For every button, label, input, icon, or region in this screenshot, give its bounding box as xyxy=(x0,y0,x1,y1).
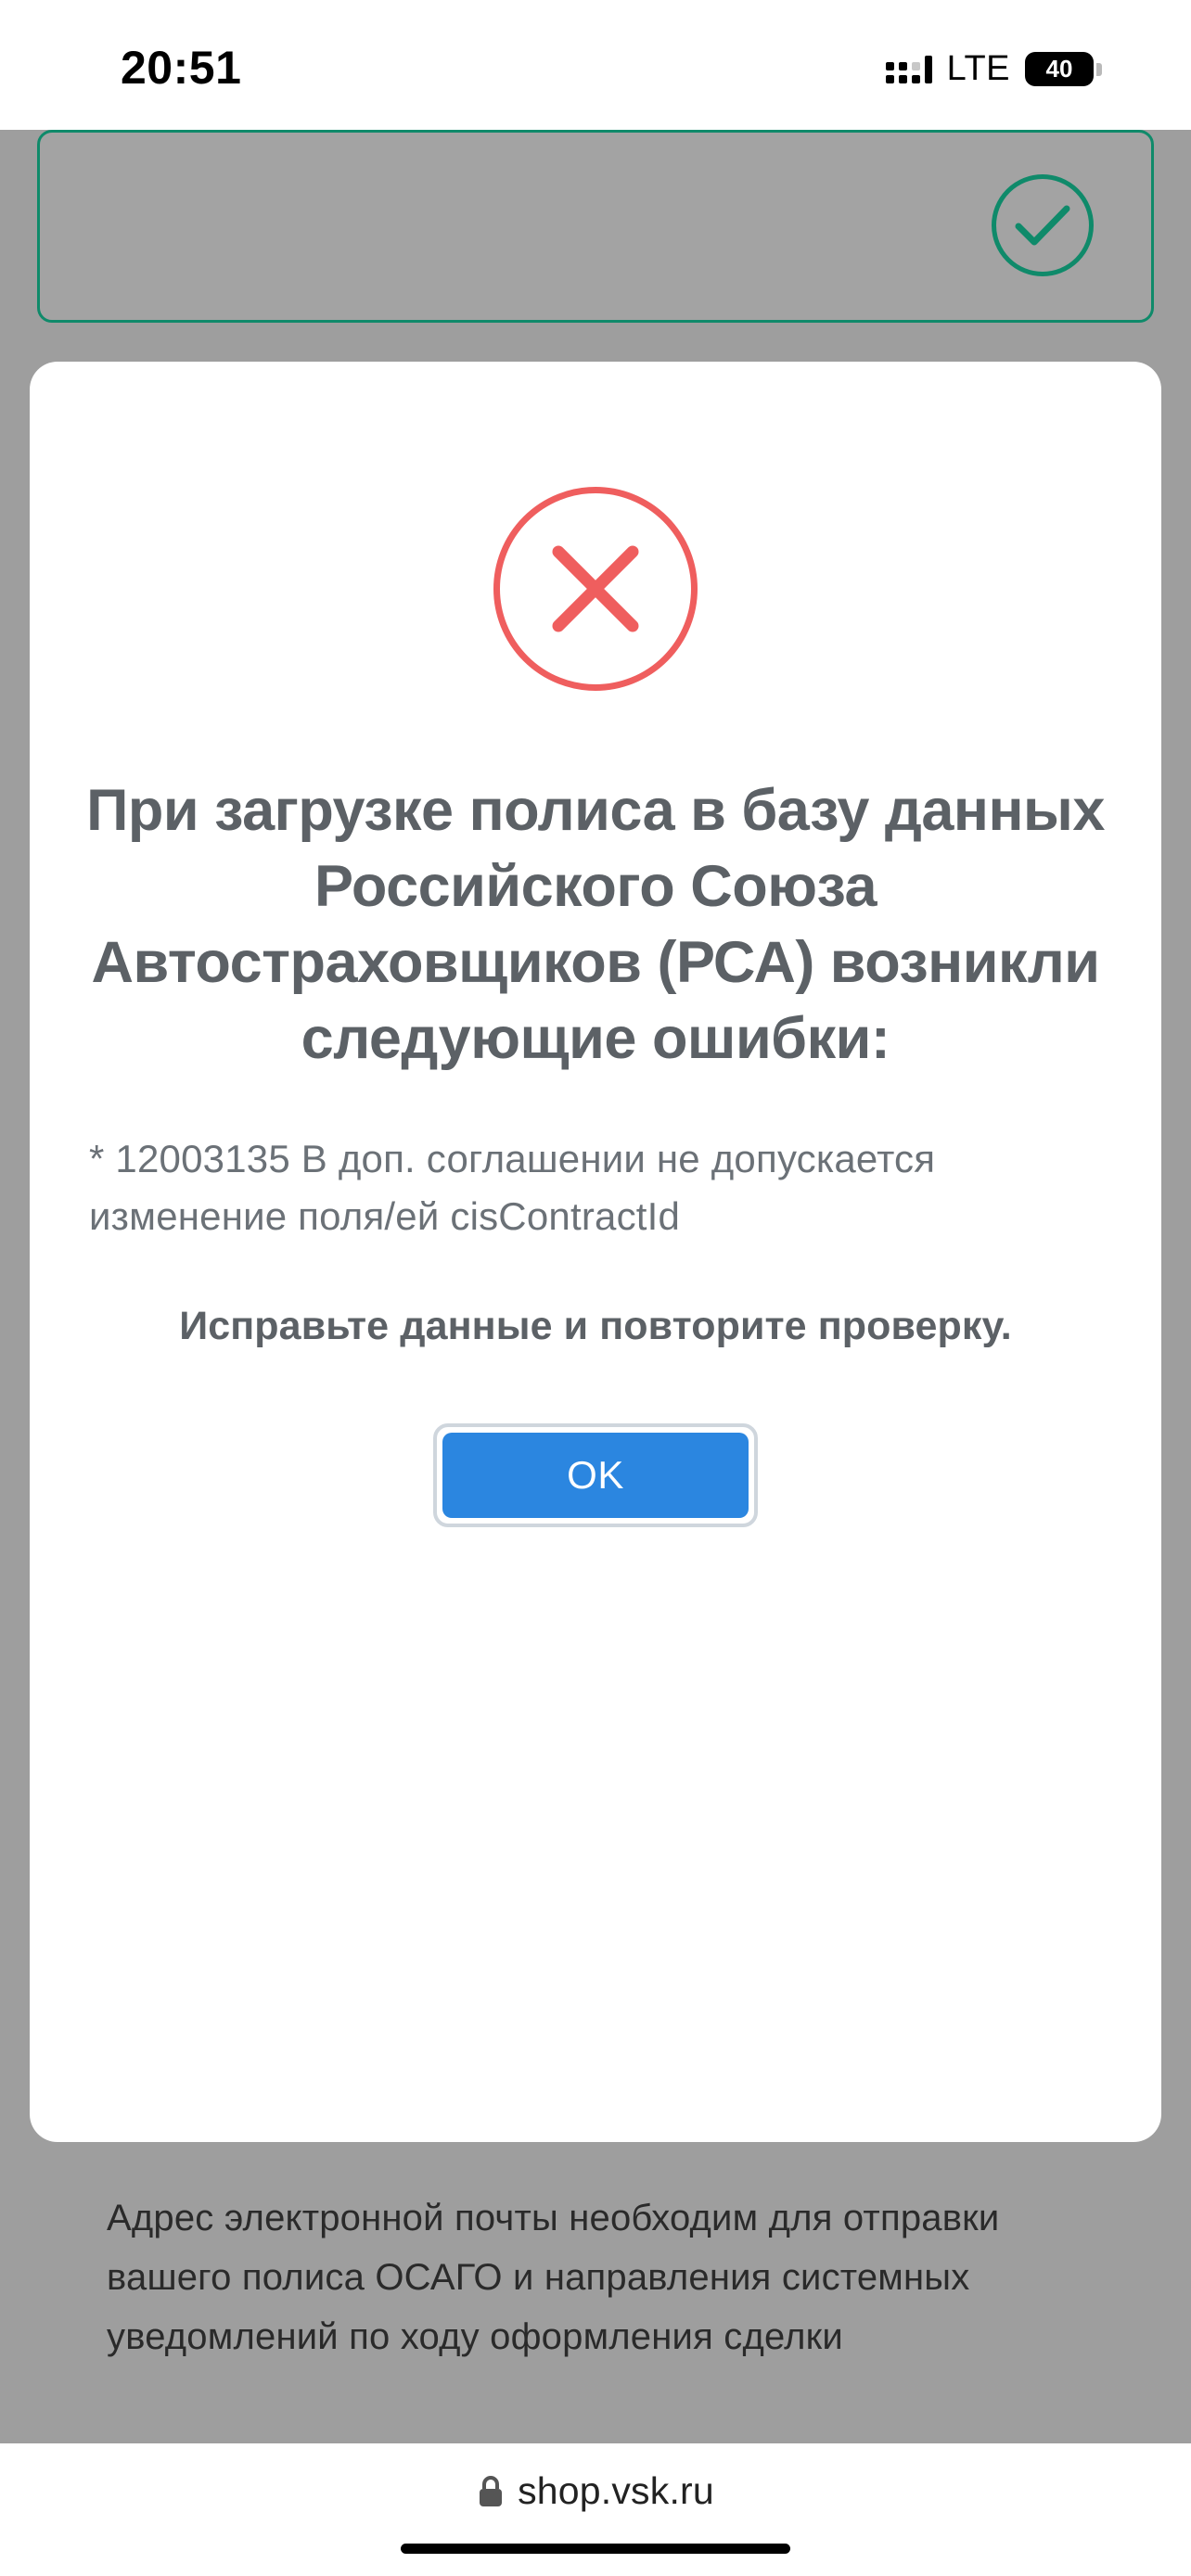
status-indicators xyxy=(886,49,1094,89)
error-dialog xyxy=(30,362,1161,2142)
dialog-error-list: * 12003135 В доп. соглашении не допускается изменение поля/ей cisContractId xyxy=(89,1137,936,1238)
url-text: shop.vsk.ru xyxy=(518,2469,714,2512)
dialog-instruction: Исправьте данные и повторите проверку. xyxy=(179,1304,1012,1348)
success-card xyxy=(37,130,1154,323)
network-type-label: LTE xyxy=(946,48,1010,88)
background-info-text: Адрес электронной почты необходим для отправки вашего полиса ОСАГО и направления системных уведомлений по ходу оформления сделки xyxy=(107,2198,1000,2357)
error-cross-circle-icon xyxy=(493,487,698,691)
battery-icon xyxy=(1025,52,1094,86)
home-indicator[interactable] xyxy=(401,2544,790,2554)
ok-button-focus-ring xyxy=(433,1423,758,1527)
status-bar xyxy=(0,0,1191,130)
cellular-signal-icon xyxy=(886,54,932,83)
ok-button[interactable]: OK xyxy=(442,1433,749,1518)
browser-bottom-bar xyxy=(0,2443,1191,2576)
dialog-title: При загрузке полиса в базу данных Российского Союза Автостраховщиков (РСА) возникли следующие ошибки: xyxy=(86,778,1105,1071)
check-circle-icon xyxy=(992,174,1094,276)
battery-level-label: 40 xyxy=(1045,54,1073,83)
battery-tip xyxy=(1096,63,1102,76)
lock-icon xyxy=(477,2474,505,2509)
address-bar[interactable] xyxy=(477,2469,714,2513)
status-time: 20:51 xyxy=(121,42,242,94)
